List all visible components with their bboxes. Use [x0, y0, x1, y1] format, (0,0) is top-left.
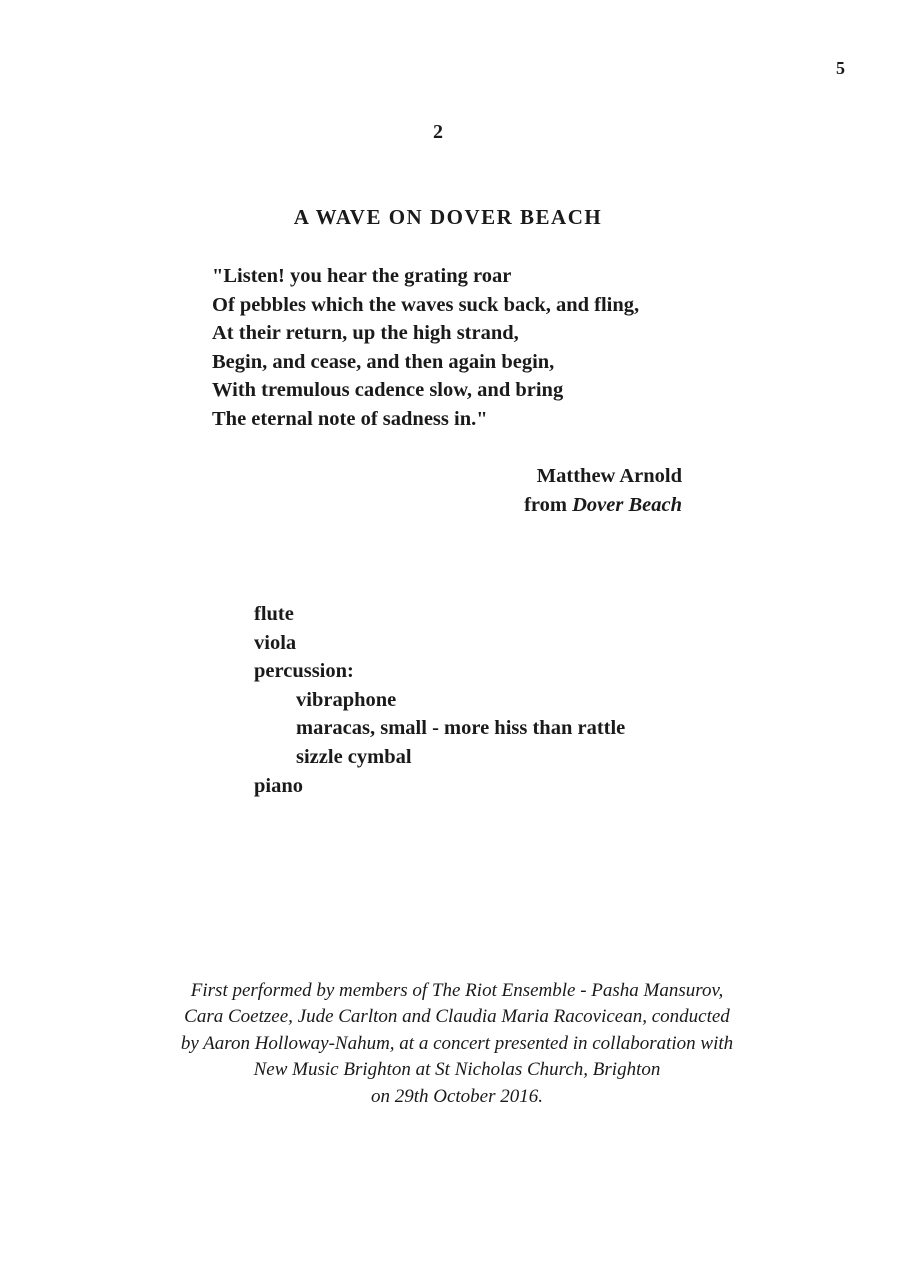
premiere-line: First performed by members of The Riot Ensemble - Pasha Mansurov, — [190, 980, 724, 1001]
instrumentation-list — [254, 600, 625, 800]
epigraph-quote — [212, 262, 639, 434]
movement-number: 2 — [433, 121, 443, 143]
instrument-viola: viola — [254, 631, 297, 654]
instrument-piano: piano — [254, 774, 303, 797]
page-title: A WAVE ON DOVER BEACH — [293, 205, 603, 229]
percussion-item: maracas, small - more hiss than rattle — [296, 717, 626, 740]
attribution-author: Matthew Arnold — [536, 465, 682, 487]
epigraph-line: "Listen! you hear the grating roar — [212, 265, 512, 287]
attribution-work: Dover Beach — [572, 493, 682, 516]
attribution-from: from — [524, 493, 567, 516]
epigraph-line: Begin, and cease, and then again begin, — [212, 350, 555, 373]
attribution-source — [524, 491, 682, 520]
percussion-item: vibraphone — [296, 688, 397, 711]
instrument-percussion: percussion: — [254, 660, 354, 683]
epigraph-line: At their return, up the high strand, — [212, 322, 519, 345]
epigraph-line: With tremulous cadence slow, and bring — [212, 379, 564, 402]
epigraph-line: Of pebbles which the waves suck back, and fling, — [212, 293, 640, 316]
premiere-line: by Aaron Holloway-Nahum, at a concert presented in collaboration with — [180, 1032, 734, 1054]
premiere-line: on 29th October 2016. — [370, 1085, 544, 1107]
quote-attribution — [524, 462, 682, 519]
premiere-line: New Music Brighton at St Nicholas Church, Brighton — [253, 1059, 661, 1081]
premiere-line: Cara Coetzee, Jude Carlton and Claudia Maria Racovicean, conducted — [184, 1006, 730, 1028]
epigraph-line: The eternal note of sadness in." — [212, 407, 488, 430]
premiere-note — [0, 978, 900, 1110]
percussion-item: sizzle cymbal — [296, 745, 412, 768]
instrument-flute: flute — [254, 603, 294, 625]
page-number: 5 — [836, 58, 845, 78]
